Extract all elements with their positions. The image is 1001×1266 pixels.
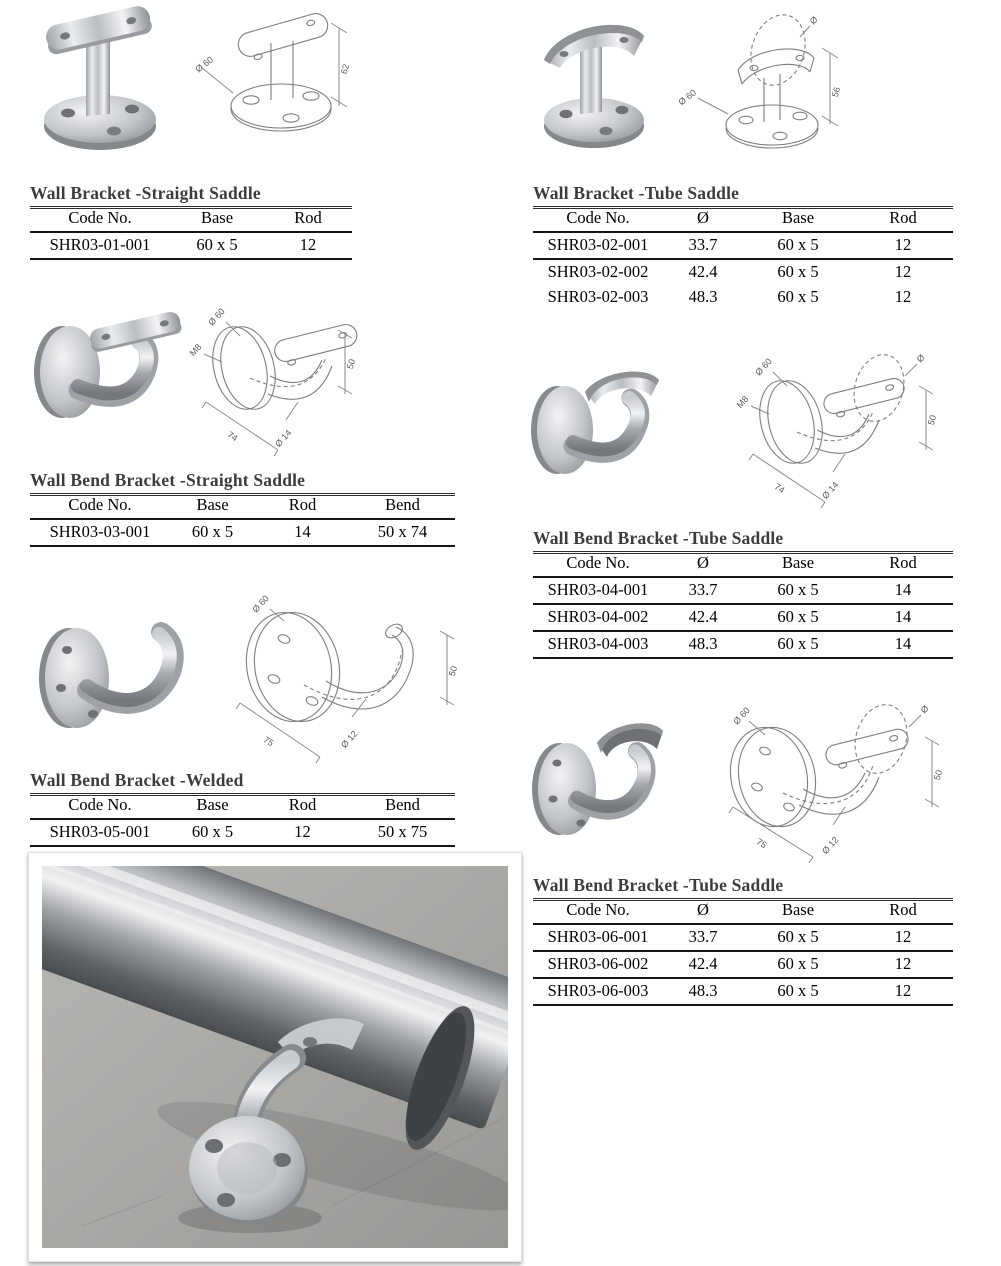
col-base: Base [743, 898, 853, 924]
cell-base: 60 x 5 [743, 951, 853, 978]
col-bend: Bend [350, 493, 455, 519]
cell-rod: 12 [264, 232, 352, 259]
cell-rod: 12 [853, 951, 953, 978]
col-rod: Rod [255, 493, 350, 519]
spec-table-wall-bend-bracket-tube-saddle-2 [533, 898, 953, 1006]
spec-table-wall-bend-bracket-welded [30, 793, 455, 847]
col-dia: Ø [663, 551, 743, 577]
dim-tube-dia: Ø [914, 352, 927, 365]
section-title-wall-bend-bracket-welded: Wall Bend Bracket -Welded [30, 770, 455, 796]
tube-saddle-bracket-drawing [660, 2, 860, 162]
header-row [533, 551, 953, 577]
col-code: Code No. [533, 898, 663, 924]
bend-bracket-welded-drawing [200, 585, 466, 773]
cell-dia: 42.4 [663, 951, 743, 978]
cell-base: 60 x 5 [170, 819, 255, 846]
dim-rod-dia: Ø 12 [338, 728, 360, 750]
table-row [533, 604, 953, 631]
cell-base: 60 x 5 [743, 232, 853, 259]
dim-height: 50 [344, 357, 358, 371]
dim-height: 56 [829, 85, 843, 99]
cell-bend: 50 x 75 [350, 819, 455, 846]
bend-bracket-tube-saddle-photo [527, 352, 662, 504]
col-code: Code No. [30, 793, 170, 819]
dim-base-dia: Ø 60 [193, 54, 216, 75]
cell-code: SHR03-04-003 [533, 631, 663, 658]
col-rod: Rod [853, 206, 953, 232]
cell-rod: 12 [894, 287, 912, 306]
cell-dia: 48.3 [688, 287, 718, 306]
dim-rod-dia: Ø 14 [272, 427, 294, 449]
col-rod: Rod [264, 206, 352, 232]
cell-base: 60 x 5 [170, 519, 255, 546]
cell-dia: 48.3 [663, 631, 743, 658]
col-rod: Rod [255, 793, 350, 819]
dim-height: 50 [925, 413, 939, 427]
cell-base: 60 x 5 [170, 232, 264, 259]
straight-saddle-bracket-drawing [185, 5, 357, 151]
cell-code: SHR03-02-003 [547, 287, 649, 306]
bend-bracket-straight-saddle-photo [30, 298, 182, 448]
bend-bracket-tube-saddle-drawing [693, 342, 965, 516]
dim-projection: 75 [261, 734, 276, 749]
dim-base-dia: Ø 60 [676, 87, 699, 108]
dim-height: 50 [931, 768, 945, 782]
dim-base-dia: Ø 60 [206, 306, 227, 328]
cell-base: 60 x 5 [777, 287, 819, 306]
cell-code: SHR03-04-001 [533, 577, 663, 604]
col-code: Code No. [533, 206, 663, 232]
header-row [30, 206, 352, 232]
col-code: Code No. [30, 206, 170, 232]
cell-code: SHR03-02-002 [547, 262, 649, 281]
table-row [533, 232, 953, 259]
cell-rod: 14 [853, 631, 953, 658]
section-title-wall-bend-bracket-straight-saddle: Wall Bend Bracket -Straight Saddle [30, 470, 455, 496]
dim-tube-dia: Ø [918, 703, 931, 716]
cell-dia: 33.7 [663, 924, 743, 951]
cell-base: 60 x 5 [743, 924, 853, 951]
table-row [533, 951, 953, 978]
cell-code: SHR03-01-001 [30, 232, 170, 259]
bend-bracket-welded-photo [35, 592, 187, 749]
table-row [533, 577, 953, 604]
table-row [30, 819, 455, 846]
header-row [533, 206, 953, 232]
table-row [533, 259, 953, 285]
col-code: Code No. [30, 493, 170, 519]
dim-rod-dia: Ø 12 [819, 834, 841, 856]
cell-code: SHR03-03-001 [30, 519, 170, 546]
cell-rod: 14 [255, 519, 350, 546]
dim-thread: M8 [187, 341, 204, 358]
dim-projection: 75 [754, 836, 769, 851]
cell-rod: 12 [853, 978, 953, 1005]
cell-rod: 14 [853, 604, 953, 631]
cell-rod: 12 [894, 262, 912, 281]
spec-table-wall-bend-bracket-tube-saddle-1 [533, 551, 953, 659]
straight-saddle-bracket-photo [30, 2, 165, 154]
table-row [533, 924, 953, 951]
cell-rod: 12 [853, 924, 953, 951]
spec-table-wall-bend-bracket-straight-saddle [30, 493, 455, 547]
bend-bracket-tube-saddle-photo-2 [527, 705, 665, 857]
table-row [30, 519, 455, 546]
cell-code: SHR03-05-001 [30, 819, 170, 846]
cell-code: SHR03-06-003 [533, 978, 663, 1005]
col-base: Base [743, 551, 853, 577]
col-base: Base [170, 206, 264, 232]
header-row [533, 898, 953, 924]
handrail-photo-frame [28, 852, 522, 1262]
dim-tube-dia: Ø [807, 14, 820, 27]
cell-base: 60 x 5 [743, 604, 853, 631]
col-rod: Rod [853, 551, 953, 577]
col-bend: Bend [350, 793, 455, 819]
table-row [533, 285, 953, 310]
dim-projection: 74 [225, 429, 240, 444]
cell-rod: 12 [853, 232, 953, 259]
handrail-photo [42, 866, 508, 1248]
header-row [30, 793, 455, 819]
section-title-wall-bracket-tube-saddle: Wall Bracket -Tube Saddle [533, 183, 953, 209]
bend-bracket-tube-saddle-drawing-2 [685, 695, 967, 867]
cell-bend: 50 x 74 [350, 519, 455, 546]
dim-height: 62 [338, 62, 352, 76]
cell-code: SHR03-06-002 [533, 951, 663, 978]
cell-dia: 48.3 [663, 978, 743, 1005]
cell-dia: 42.4 [688, 262, 718, 281]
cell-dia: 42.4 [663, 604, 743, 631]
cell-base: 60 x 5 [743, 577, 853, 604]
col-base: Base [170, 493, 255, 519]
cell-base: 60 x 5 [743, 631, 853, 658]
dim-base-dia: Ø 60 [250, 593, 271, 615]
dim-height: 50 [446, 664, 460, 678]
cell-base: 60 x 5 [743, 978, 853, 1005]
cell-code: SHR03-02-001 [533, 232, 663, 259]
dim-thread: M8 [734, 393, 751, 410]
cell-dia: 33.7 [663, 232, 743, 259]
bend-bracket-straight-saddle-drawing [182, 296, 360, 464]
col-base: Base [170, 793, 255, 819]
tube-saddle-bracket-photo [530, 4, 652, 152]
dim-base-dia: Ø 60 [753, 356, 774, 378]
col-rod: Rod [853, 898, 953, 924]
section-title-wall-bracket-straight-saddle: Wall Bracket -Straight Saddle [30, 183, 352, 209]
col-dia: Ø [663, 206, 743, 232]
col-base: Base [743, 206, 853, 232]
cell-dia: 33.7 [663, 577, 743, 604]
cell-code: SHR03-06-001 [533, 924, 663, 951]
table-row [533, 978, 953, 1005]
cell-rod: 14 [853, 577, 953, 604]
cell-code: SHR03-04-002 [533, 604, 663, 631]
table-row [30, 232, 352, 259]
section-title-wall-bend-bracket-tube-saddle-1: Wall Bend Bracket -Tube Saddle [533, 528, 953, 554]
dim-rod-dia: Ø 14 [819, 479, 841, 501]
section-title-wall-bend-bracket-tube-saddle-2: Wall Bend Bracket -Tube Saddle [533, 875, 953, 901]
header-row [30, 493, 455, 519]
spec-table-wall-bracket-tube-saddle [533, 206, 953, 310]
table-row [533, 631, 953, 658]
cell-rod: 12 [255, 819, 350, 846]
cell-base: 60 x 5 [777, 262, 819, 281]
spec-table-wall-bracket-straight-saddle [30, 206, 352, 260]
col-code: Code No. [533, 551, 663, 577]
col-dia: Ø [663, 898, 743, 924]
dim-base-dia: Ø 60 [731, 705, 752, 727]
dim-projection: 74 [772, 481, 787, 496]
